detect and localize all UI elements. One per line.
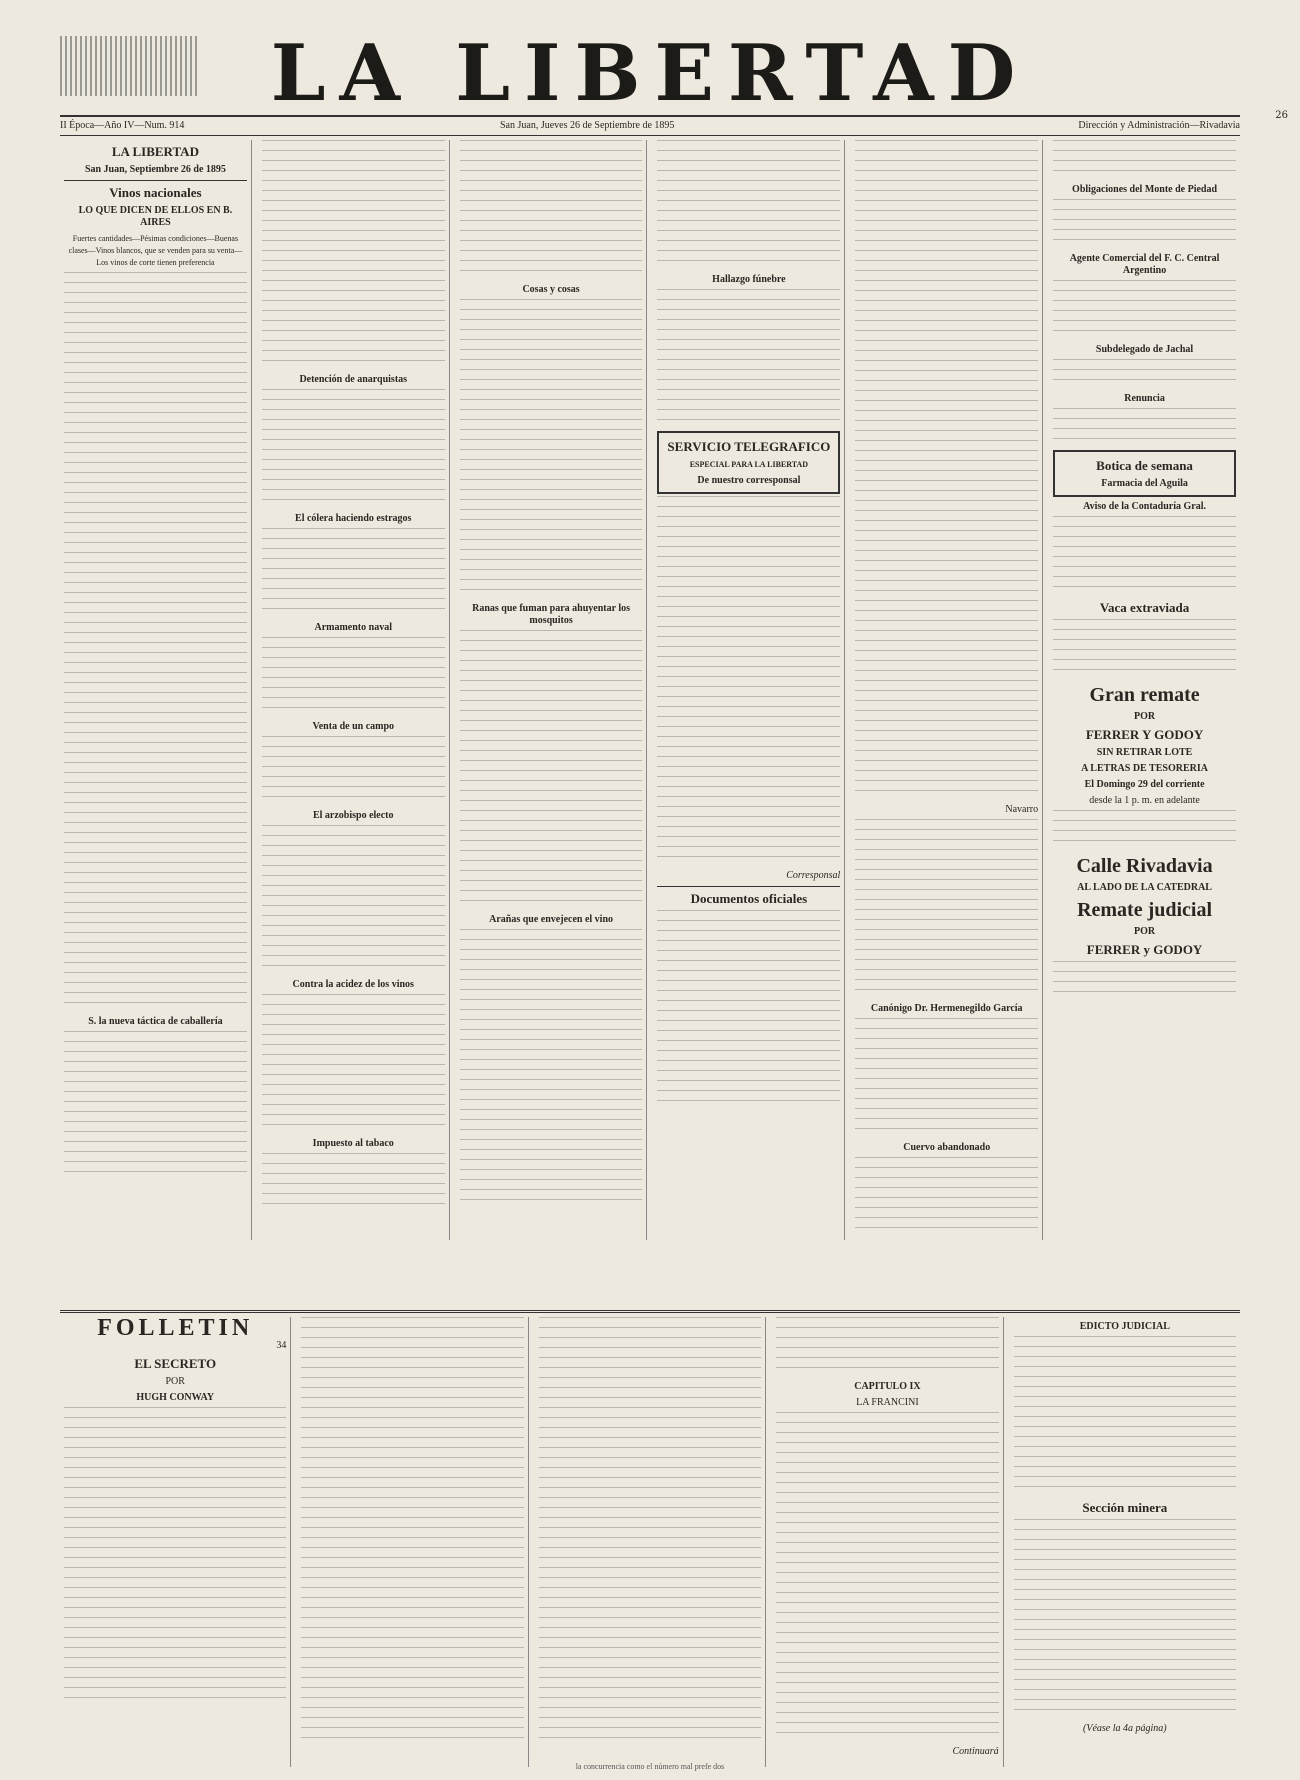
banner-sub: ESPECIAL PARA LA LIBERTAD — [689, 460, 809, 469]
signoff-corresponsal: Corresponsal — [786, 870, 841, 881]
folletin-number: 34 — [276, 1339, 287, 1351]
heading-gran-remate: Gran remate — [1089, 684, 1200, 706]
heading-renuncia: Renuncia — [1124, 393, 1165, 404]
heading-agente-comercial: Agente Comercial del F. C. Central Argentino — [1069, 253, 1220, 276]
folletin-chapter: CAPITULO IX — [854, 1381, 921, 1392]
heading-armamento: Armamento naval — [314, 622, 392, 633]
calle-catedral: AL LADO DE LA CATEDRAL — [1077, 882, 1212, 893]
article-subheading: LO QUE DICEN DE ELLOS EN B. AIRES — [78, 205, 233, 228]
folletin-column-2 — [297, 1317, 528, 1767]
heading-seccion-minera: Sección minera — [1082, 1500, 1168, 1515]
folletin-column-3 — [535, 1317, 766, 1767]
folletin-section — [60, 1310, 1240, 1767]
column-5 — [851, 140, 1043, 1240]
issue-address: Dirección y Administración—Rivadavia — [1078, 120, 1240, 131]
remate-sin-retirar: SIN RETIRAR LOTE — [1096, 747, 1193, 758]
heading-farmacia: Farmacia del Aguila — [1101, 478, 1188, 489]
folletin-column-5 — [1010, 1317, 1240, 1767]
col1-dateline: San Juan, Septiembre 26 de 1895 — [84, 164, 226, 175]
remate-ferrer: FERRER Y GODOY — [1085, 727, 1204, 742]
column-3 — [456, 140, 648, 1240]
heading-venta-campo: Venta de un campo — [312, 721, 395, 732]
heading-anarquistas: Detención de anarquistas — [299, 374, 408, 385]
heading-ranas: Ranas que fuman para ahuyentar los mosquitos — [472, 603, 631, 626]
telegraph-banner — [657, 431, 840, 494]
column-2 — [258, 140, 450, 1240]
issue-date: San Juan, Jueves 26 de Septiembre de 1895 — [500, 120, 675, 131]
heading-arzobispo: El arzobispo electo — [312, 810, 394, 821]
heading-cuervo: Cuervo abandonado — [903, 1142, 991, 1153]
heading-vaca: Vaca extraviada — [1099, 600, 1190, 615]
col1-paper-name: LA LIBERTAD — [111, 144, 199, 159]
folletin-column-4 — [772, 1317, 1003, 1767]
heading-cosas: Cosas y cosas — [522, 284, 580, 295]
remate-por: POR — [1134, 711, 1156, 722]
folletin-column-1 — [60, 1317, 291, 1767]
issue-line — [60, 115, 1240, 136]
article-heading-vinos: Vinos nacionales — [109, 185, 202, 200]
heading-acidez: Contra la acidez de los vinos — [292, 979, 414, 990]
article-heading-caballeria: S. la nueva táctica de caballería — [88, 1016, 223, 1027]
column-4 — [653, 140, 845, 1240]
heading-monte-piedad: Obligaciones del Monte de Piedad — [1072, 184, 1218, 195]
signoff-navarro: Navarro — [1005, 804, 1039, 815]
folletin-author: HUGH CONWAY — [136, 1391, 215, 1403]
botica-box — [1053, 450, 1236, 497]
issue-number: II Época—Año IV—Num. 914 — [60, 120, 185, 131]
main-columns — [60, 140, 1240, 1240]
remate-judicial-por: POR — [1134, 926, 1156, 937]
masthead — [60, 18, 1240, 118]
banner-title: SERVICIO TELEGRAFICO — [667, 439, 831, 454]
folletin-title: EL SECRETO — [134, 1355, 217, 1371]
banner-sub2: De nuestro corresponsal — [697, 475, 801, 486]
remate-domingo: El Domingo 29 del corriente — [1084, 779, 1205, 790]
heading-colera: El cólera haciendo estragos — [295, 513, 412, 524]
folletin-chapter-sub: LA FRANCINI — [856, 1397, 919, 1408]
folletin-by: POR — [165, 1375, 185, 1387]
page-corner-number: 26 — [1275, 110, 1288, 121]
footer-line: la concurrencia como el número mal prefe dos — [575, 1762, 725, 1771]
remate-hora: desde la 1 p. m. en adelante — [1089, 795, 1200, 806]
heading-remate-judicial: Remate judicial — [1077, 899, 1213, 921]
folletin-label: FOLLETIN — [97, 1317, 254, 1341]
remate-judicial-ferrer: FERRER y GODOY — [1086, 942, 1203, 957]
column-1 — [60, 140, 252, 1240]
article-subheading-2: Fuertes cantidades—Pésimas condiciones—Buenas clases—Vinos blancos, que se venden para su venta—Los vinos de corte tienen preferencia — [68, 234, 243, 267]
folletin-continua: Continuará — [952, 1746, 999, 1757]
heading-aranas: Arañas que envejecen el vino — [489, 914, 614, 925]
see-page-4: (Véase la 4a página) — [1083, 1723, 1167, 1734]
heading-edicto: EDICTO JUDICIAL — [1079, 1321, 1170, 1332]
heading-hallazgo: Hallazgo fúnebre — [712, 274, 786, 285]
heading-subdelegado: Subdelegado de Jachal — [1095, 344, 1194, 355]
newspaper-title: LA LIBERTAD — [270, 28, 1030, 119]
remate-letras: A LETRAS DE TESORERIA — [1081, 763, 1208, 774]
column-6 — [1049, 140, 1240, 1240]
heading-aviso-contaduria: Aviso de la Contaduría Gral. — [1083, 501, 1206, 512]
heading-documentos: Documentos oficiales — [690, 891, 808, 906]
heading-calle-rivadavia: Calle Rivadavia — [1076, 855, 1213, 877]
heading-impuesto-tabaco: Impuesto al tabaco — [312, 1138, 394, 1149]
heading-canonigo: Canónigo Dr. Hermenegildo García — [870, 1003, 1023, 1014]
heading-botica: Botica de semana — [1096, 458, 1193, 473]
